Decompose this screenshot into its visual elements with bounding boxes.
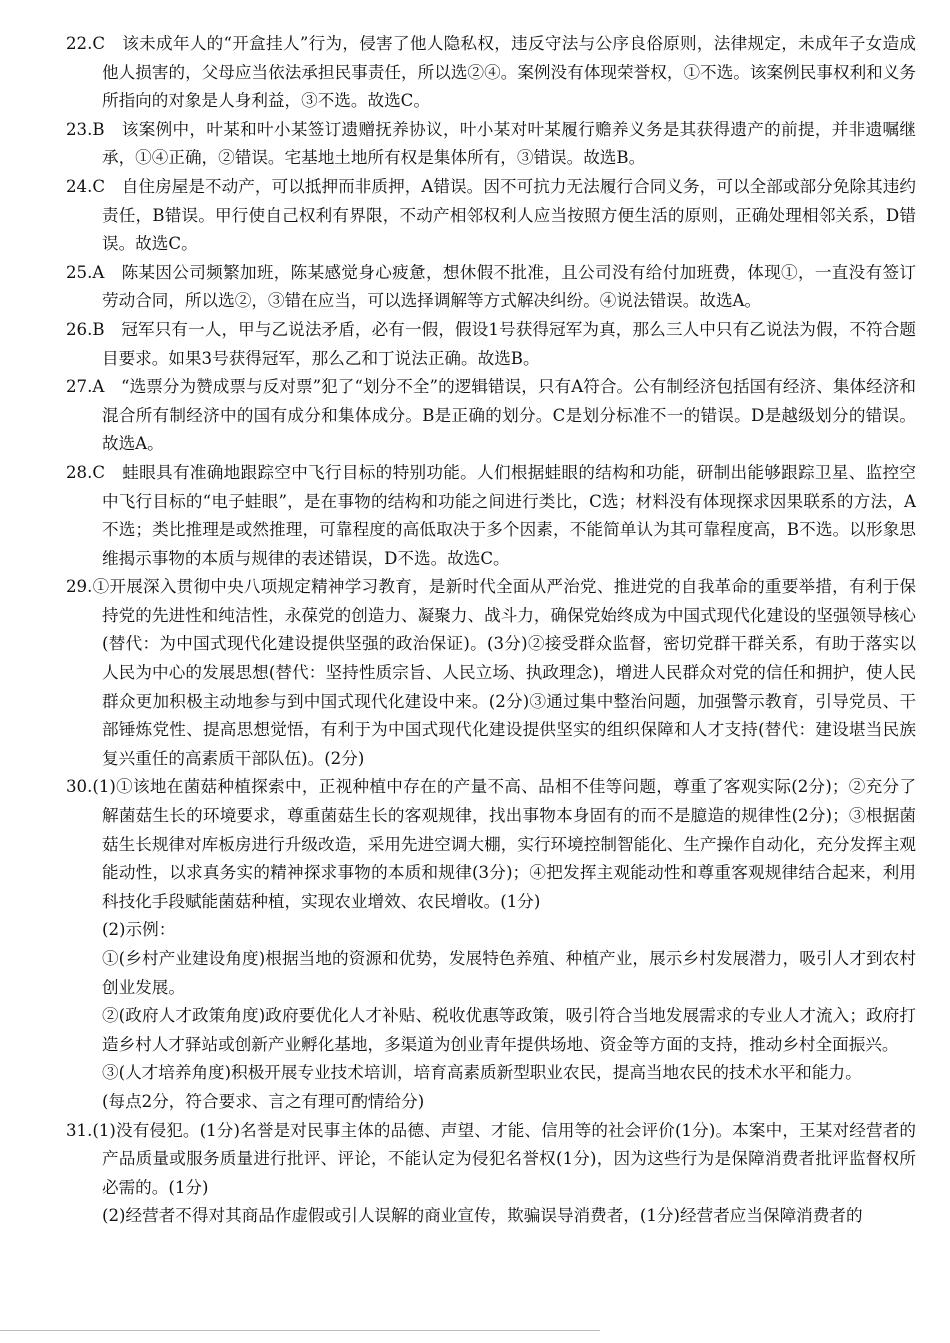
answer-29: 29.①开展深入贯彻中央八项规定精神学习教育，是新时代全面从严治党、推进党的自我革命的重要举措，有利于保持党的先进性和纯洁性，永葆党的创造力、凝聚力、战斗力，确保党始终成为中国式现代化建设的坚强领导核心(替代：为中国式现代化建设提供坚强的政治保证)。(3分)②接受群众监督，密切党群干群关系，有助于落实以人民为中心的发展思想(替代：坚持性质宗旨、人民立场、执政理念)，增进人民群众对党的信任和拥护，使人民群众更加积极主动地参与到中国式现代化建设中来。(2分)③通过集中整治问题，加强警示教育，引导党员、干部锤炼党性、提高思想觉悟，有利于为中国式现代化建设提供坚实的组织保障和人才支持(替代：建设堪当民族复兴重任的高素质干部队伍)。(2分) bbox=[66, 577, 916, 768]
answer-30-part-2-heading: (2)示例： bbox=[102, 920, 176, 940]
answer-28: 28.C 蛙眼具有准确地跟踪空中飞行目标的特别功能。人们根据蛙眼的结构和功能，研制出能够跟踪卫星、监控空中飞行目标的“电子蛙眼”，是在事物的结构和功能之间进行类比，C选；材料没有体现探求因果联系的方法，A不选；类比推理是或然推理，可靠程度的高低取决于多个因素，不能简单认为其可靠程度高，B不选。以形象思维揭示事物的本质与规律的表述错误，D不选。故选C。 bbox=[66, 462, 916, 568]
bottom-divider bbox=[0, 1330, 600, 1331]
answer-30-part-2-point-1: ①(乡村产业建设角度)根据当地的资源和优势，发展特色养殖、种植产业，展示乡村发展潜力，吸引人才到农村创业发展。 bbox=[102, 949, 916, 997]
answer-24: 24.C 自住房屋是不动产，可以抵押而非质押，A错误。因不可抗力无法履行合同义务，可以全部或部分免除其违约责任，B错误。甲行使自己权利有界限，不动产相邻权利人应当按照方便生活的原则，正确处理相邻关系，D错误。故选C。 bbox=[66, 176, 916, 254]
answer-22: 22.C 该未成年人的“开盒挂人”行为，侵害了他人隐私权，违反守法与公序良俗原则，法律规定，未成年子女造成他人损害的，父母应当依法承担民事责任，所以选②④。案例没有体现荣誉权，①不选。该案例民事权利和义务所指向的对象是人身利益，③不选。故选C。 bbox=[66, 34, 916, 111]
answer-30-part-2-point-2: ②(政府人才政策角度)政府要优化人才补贴、税收优惠等政策，吸引符合当地发展需求的专业人才流入；政府打造乡村人才驿站或创新产业孵化基地，多渠道为创业青年提供场地、资金等方面的支持，推动乡村全面振兴。 bbox=[102, 1006, 916, 1054]
answer-31-part-1: 31.(1)没有侵犯。(1分)名誉是对民事主体的品德、声望、才能、信用等的社会评价(1分)。本案中，王某对经营者的产品质量或服务质量进行批评、评论，不能认定为侵犯名誉权(1分)，因为这些行为是保障消费者批评监督权所必需的。(1分) bbox=[66, 1120, 916, 1197]
answer-26: 26.B 冠军只有一人，甲与乙说法矛盾，必有一假，假设1号获得冠军为真，那么三人中只有乙说法为假，不符合题目要求。如果3号获得冠军，那么乙和丁说法正确。故选B。 bbox=[66, 319, 916, 368]
answer-31-part-2: (2)经营者不得对其商品作虚假或引人误解的商业宣传，欺骗误导消费者，(1分)经营者应当保障消费者的 bbox=[102, 1206, 863, 1226]
answer-25: 25.A 陈某因公司频繁加班，陈某感觉身心疲惫，想休假不批准，且公司没有给付加班费，体现①，一直没有签订劳动合同，所以选②，③错在应当，可以选择调解等方式解决纠纷。④说法错误。故选A。 bbox=[66, 262, 916, 311]
answer-30-scoring-note: (每点2分，符合要求、言之有理可酌情给分) bbox=[102, 1091, 425, 1111]
answer-23: 23.B 该案例中，叶某和叶小某签订遗赠抚养协议，叶小某对叶某履行赡养义务是其获得遗产的前提，并非遗嘱继承，①④正确，②错误。宅基地土地所有权是集体所有，③错误。故选B。 bbox=[66, 119, 916, 168]
answer-27: 27.A “选票分为赞成票与反对票”犯了“划分不全”的逻辑错误，只有A符合。公有制经济包括国有经济、集体经济和混合所有制经济中的国有成分和集体成分。B是正确的划分。C是划分标准不一的错误。D是越级划分的错误。故选A。 bbox=[66, 377, 916, 454]
answer-30-part-2-point-3: ③(人才培养角度)积极开展专业技术培训，培育高素质新型职业农民，提高当地农民的技术水平和能力。 bbox=[102, 1063, 862, 1083]
answer-30-part-1: 30.(1)①该地在菌菇种植探索中，正视种植中存在的产量不高、品相不佳等问题，尊重了客观实际(2分)；②充分了解菌菇生长的环境要求，尊重菌菇生长的客观规律，找出事物本身固有的而不是臆造的规律性(2分)；③根据菌菇生长规律对库板房进行升级改造，采用先进空调大棚，实行环境控制智能化、生产操作自动化，充分发挥主观能动性，以求真务实的精神探求事物的本质和规律(3分)；④把发挥主观能动性和尊重客观规律结合起来，利用科技化手段赋能菌菇种植，实现农业增效、农民增收。(1分) bbox=[66, 777, 916, 911]
